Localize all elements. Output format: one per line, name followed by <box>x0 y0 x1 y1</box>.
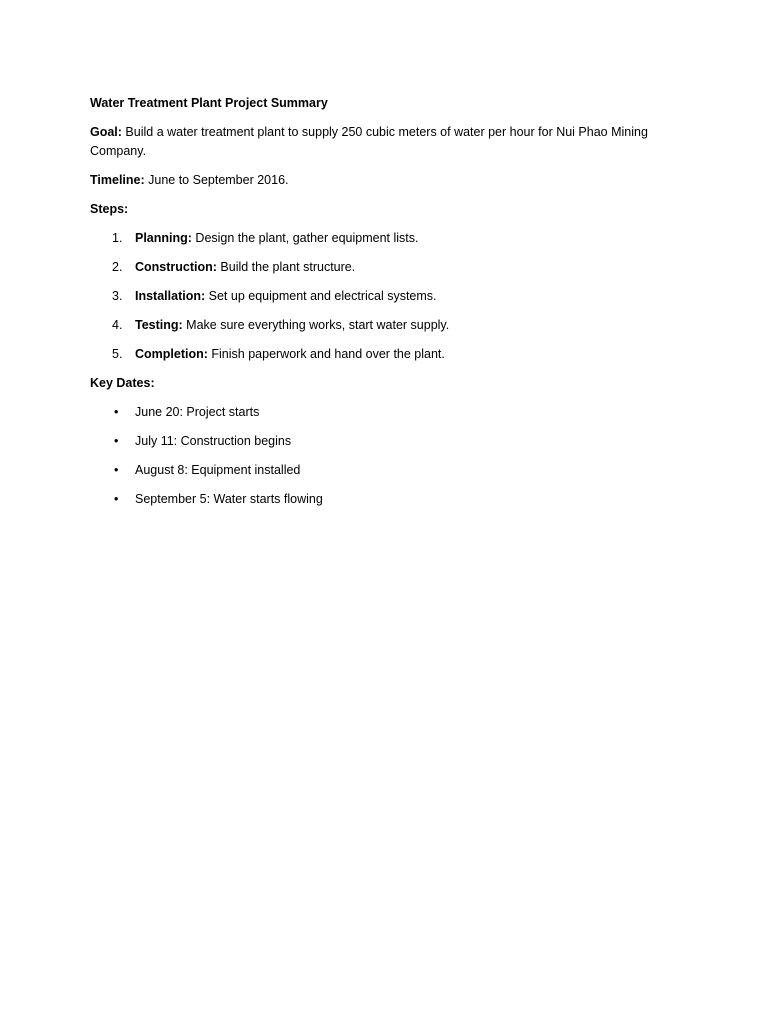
document-title: Water Treatment Plant Project Summary <box>90 96 328 110</box>
key-date-item <box>90 403 680 422</box>
bullet-icon: • <box>114 405 119 419</box>
key-date-text: June 20: Project starts <box>135 405 260 419</box>
goal-paragraph <box>90 123 680 161</box>
key-date-text: July 11: Construction begins <box>135 434 292 448</box>
timeline-label: Timeline: <box>90 173 145 187</box>
steps-list <box>90 229 680 364</box>
step-number: 2. <box>112 260 123 274</box>
step-number: 4. <box>112 318 123 332</box>
step-number: 3. <box>112 289 123 303</box>
step-label: Installation: <box>135 289 206 303</box>
step-label: Construction: <box>135 260 217 274</box>
step-item <box>90 316 680 335</box>
step-label: Completion: <box>135 347 208 361</box>
key-date-text: September 5: Water starts flowing <box>135 492 323 506</box>
step-text: Set up equipment and electrical systems. <box>205 289 437 303</box>
key-date-item <box>90 432 680 451</box>
timeline-paragraph <box>90 171 680 190</box>
goal-text: Build a water treatment plant to supply 250 cubic meters of water per hour for Nui Phao Mining Company. <box>90 125 648 158</box>
document-body <box>90 94 680 519</box>
steps-heading: Steps: <box>90 202 129 216</box>
step-text: Build the plant structure. <box>216 260 356 274</box>
timeline-text: June to September 2016. <box>144 173 289 187</box>
bullet-icon: • <box>114 492 119 506</box>
step-text: Finish paperwork and hand over the plant. <box>207 347 445 361</box>
step-item <box>90 229 680 248</box>
key-date-item <box>90 461 680 480</box>
bullet-icon: • <box>114 434 119 448</box>
step-text: Make sure everything works, start water supply. <box>182 318 450 332</box>
step-item <box>90 258 680 277</box>
step-number: 1. <box>112 231 123 245</box>
step-text: Design the plant, gather equipment lists. <box>191 231 419 245</box>
bullet-icon: • <box>114 463 119 477</box>
step-label: Testing: <box>135 318 183 332</box>
step-item <box>90 287 680 306</box>
key-date-item <box>90 490 680 509</box>
step-number: 5. <box>112 347 123 361</box>
step-item <box>90 345 680 364</box>
step-label: Planning: <box>135 231 192 245</box>
goal-label: Goal: <box>90 125 122 139</box>
key-dates-heading: Key Dates: <box>90 376 155 390</box>
key-dates-list <box>90 403 680 509</box>
key-date-text: August 8: Equipment installed <box>135 463 301 477</box>
